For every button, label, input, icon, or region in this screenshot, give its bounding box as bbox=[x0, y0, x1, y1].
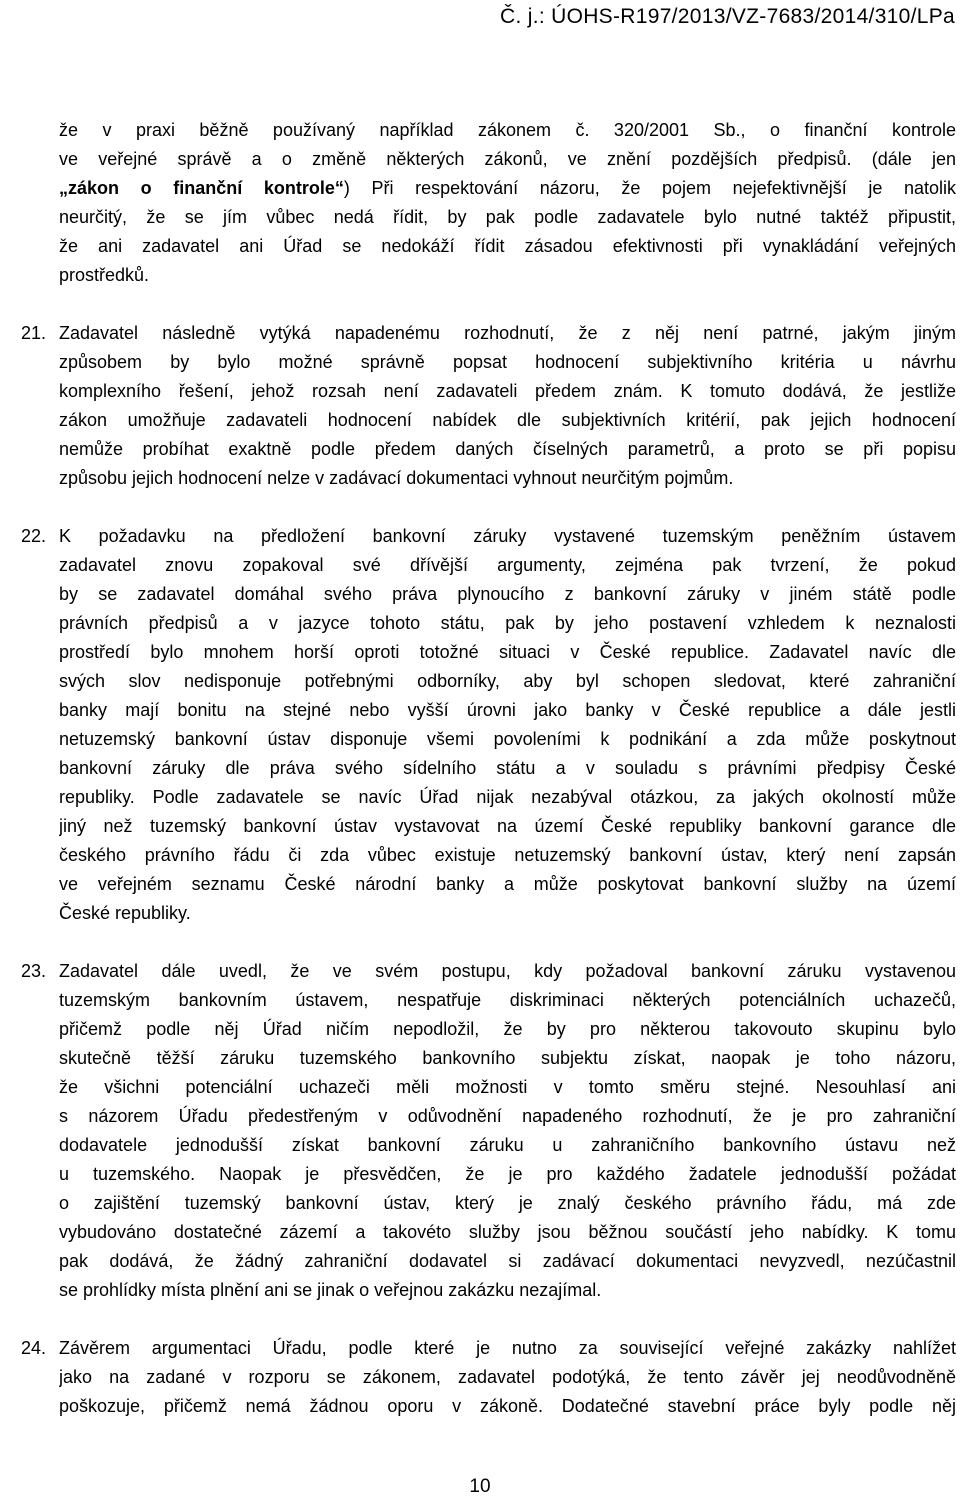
paragraph-number: 22. bbox=[21, 526, 47, 546]
paragraph-24 bbox=[0, 1334, 960, 1421]
paragraph-continued bbox=[0, 116, 960, 290]
paragraph-23 bbox=[0, 957, 960, 1305]
paragraph-22 bbox=[0, 522, 960, 928]
text-line bbox=[59, 174, 956, 203]
text-line: netuzemský bankovní ústav disponuje všemi povoleními k podnikání a zda může poskytnout bbox=[59, 729, 956, 749]
text-line: tuzemským bankovním ústavem, nespatřuje diskriminaci některých potenciálních uchazečů, bbox=[59, 990, 956, 1010]
text-line: skutečně těžší záruku tuzemského bankovního subjektu získat, naopak je toho názoru, bbox=[59, 1048, 956, 1068]
paragraph-21 bbox=[0, 319, 960, 493]
text-line: ve veřejné správě a o změně některých zákonů, ve znění pozdějších předpisů. (dále jen bbox=[59, 149, 956, 169]
text-line: pak dodává, že žádný zahraniční dodavatel si zadávací dokumentaci nevyzvedl, nezúčastnil bbox=[59, 1251, 956, 1271]
text-line: s názorem Úřadu předestřeným v odůvodnění napadeného rozhodnutí, že je pro zahraniční bbox=[59, 1106, 956, 1126]
text-line: republiky. Podle zadavatele se navíc Úřad nijak nezabýval otázkou, za jakých okolností může bbox=[59, 787, 956, 807]
text-line: banky mají bonitu na stejné nebo vyšší úrovni jako banky v České republice a dále jestli bbox=[59, 700, 956, 720]
text-line: způsobu jejich hodnocení nelze v zadávací dokumentaci vyhnout neurčitým pojmům. bbox=[59, 468, 734, 488]
case-reference-number: Č. j.: ÚOHS-R197/2013/VZ-7683/2014/310/LPa bbox=[500, 5, 956, 28]
text-line: českého právního řádu či zda vůbec existuje netuzemský bankovní ústav, který není zapsán bbox=[59, 845, 956, 865]
text-line: způsobem by bylo možné správně popsat hodnocení subjektivního kritéria u návrhu bbox=[59, 352, 956, 372]
text-line: dodavatele jednodušší získat bankovní záruku u zahraničního bankovního ústavu než bbox=[59, 1135, 956, 1155]
text-line: o zajištění tuzemský bankovní ústav, který je znalý českého právního řádu, má zde bbox=[59, 1193, 956, 1213]
page-number: 10 bbox=[469, 1476, 491, 1497]
text-line: právních předpisů a v jazyce tohoto státu, pak by jeho postavení vzhledem k neznalosti bbox=[59, 613, 956, 633]
text-line: prostředí bylo mnohem horší oproti totožné situaci v České republice. Zadavatel navíc dle bbox=[59, 642, 956, 662]
text-line: zadavatel znovu zopakoval své dřívější argumenty, zejména pak tvrzení, že pokud bbox=[59, 555, 956, 575]
text-line: nemůže probíhat exaktně podle předem daných číselných parametrů, a proto se při popisu bbox=[59, 439, 956, 459]
text-line: České republiky. bbox=[59, 903, 191, 923]
text-line: neurčitý, že se jím vůbec nedá řídit, by pak podle zadavatele bylo nutné taktéž připustit, bbox=[59, 207, 956, 227]
text-line: poškozuje, přičemž nemá žádnou oporu v zákoně. Dodatečné stavební práce byly podle něj bbox=[59, 1396, 956, 1416]
text-line: zákon umožňuje zadavateli hodnocení nabídek dle subjektivních kritérií, pak jejich hodnocení bbox=[59, 410, 956, 430]
text-line: by se zadavatel domáhal svého práva plynoucího z bankovní záruky v jiném státě podle bbox=[59, 584, 956, 604]
text-line: že ani zadavatel ani Úřad se nedokáží řídit zásadou efektivnosti při vynakládání veřejných bbox=[59, 236, 956, 256]
text-line: prostředků. bbox=[59, 265, 150, 285]
text-line: svých slov nedisponuje potřebnými odborníky, aby byl schopen sledovat, které zahraniční bbox=[59, 671, 956, 691]
paragraph-number: 23. bbox=[21, 961, 47, 981]
text-line: jako na zadané v rozporu se zákonem, zadavatel podotýká, že tento závěr jej neodůvodněně bbox=[59, 1367, 956, 1387]
paragraph-text bbox=[59, 957, 956, 1305]
text-line: že všichni potenciální uchazeči měli možnosti v tomto směru stejné. Nesouhlasí ani bbox=[59, 1077, 956, 1097]
text-line: že v praxi běžně používaný například zákonem č. 320/2001 Sb., o finanční kontrole bbox=[59, 120, 956, 140]
text-line: jiný než tuzemský bankovní ústav vystavovat na území České republiky bankovní garance dle bbox=[59, 816, 956, 836]
text-line: K požadavku na předložení bankovní záruky vystavené tuzemským peněžním ústavem bbox=[59, 526, 956, 546]
text-line: ve veřejném seznamu České národní banky a může poskytovat bankovní služby na území bbox=[59, 874, 956, 894]
paragraph-number: 21. bbox=[21, 323, 47, 343]
document-body bbox=[0, 116, 960, 1450]
text-line: u tuzemského. Naopak je přesvědčen, že je pro každého žadatele jednodušší požádat bbox=[59, 1164, 956, 1184]
text-line: se prohlídky místa plnění ani se jinak o veřejnou zakázku nezajímal. bbox=[59, 1280, 602, 1300]
paragraph-text bbox=[59, 1334, 956, 1421]
paragraph-text bbox=[59, 116, 956, 290]
paragraph-number: 24. bbox=[21, 1338, 47, 1358]
paragraph-text bbox=[59, 319, 956, 493]
text-line: Zadavatel dále uvedl, že ve svém postupu, kdy požadoval bankovní záruku vystavenou bbox=[59, 961, 956, 981]
bold-term: „zákon o finanční kontrole“ bbox=[59, 178, 344, 198]
text-line: Závěrem argumentaci Úřadu, podle které je nutno za související veřejné zakázky nahlížet bbox=[59, 1338, 956, 1358]
text-line: přičemž podle něj Úřad ničím nepodložil, že by pro některou takovouto skupinu bylo bbox=[59, 1019, 956, 1039]
text-line: bankovní záruky dle práva svého sídelního státu a v souladu s právními předpisy České bbox=[59, 758, 956, 778]
text-line: Zadavatel následně vytýká napadenému rozhodnutí, že z něj není patrné, jakým jiným bbox=[59, 323, 956, 343]
text-segment: ) Při respektování názoru, že pojem nejefektivnější je natolik bbox=[343, 178, 956, 198]
paragraph-text bbox=[59, 522, 956, 928]
text-line: vybudováno dostatečné zázemí a takovéto služby jsou běžnou součástí jeho nabídky. K tomu bbox=[59, 1222, 956, 1242]
text-line: komplexního řešení, jehož rozsah není zadavateli předem znám. K tomuto dodává, že jestliže bbox=[59, 381, 956, 401]
